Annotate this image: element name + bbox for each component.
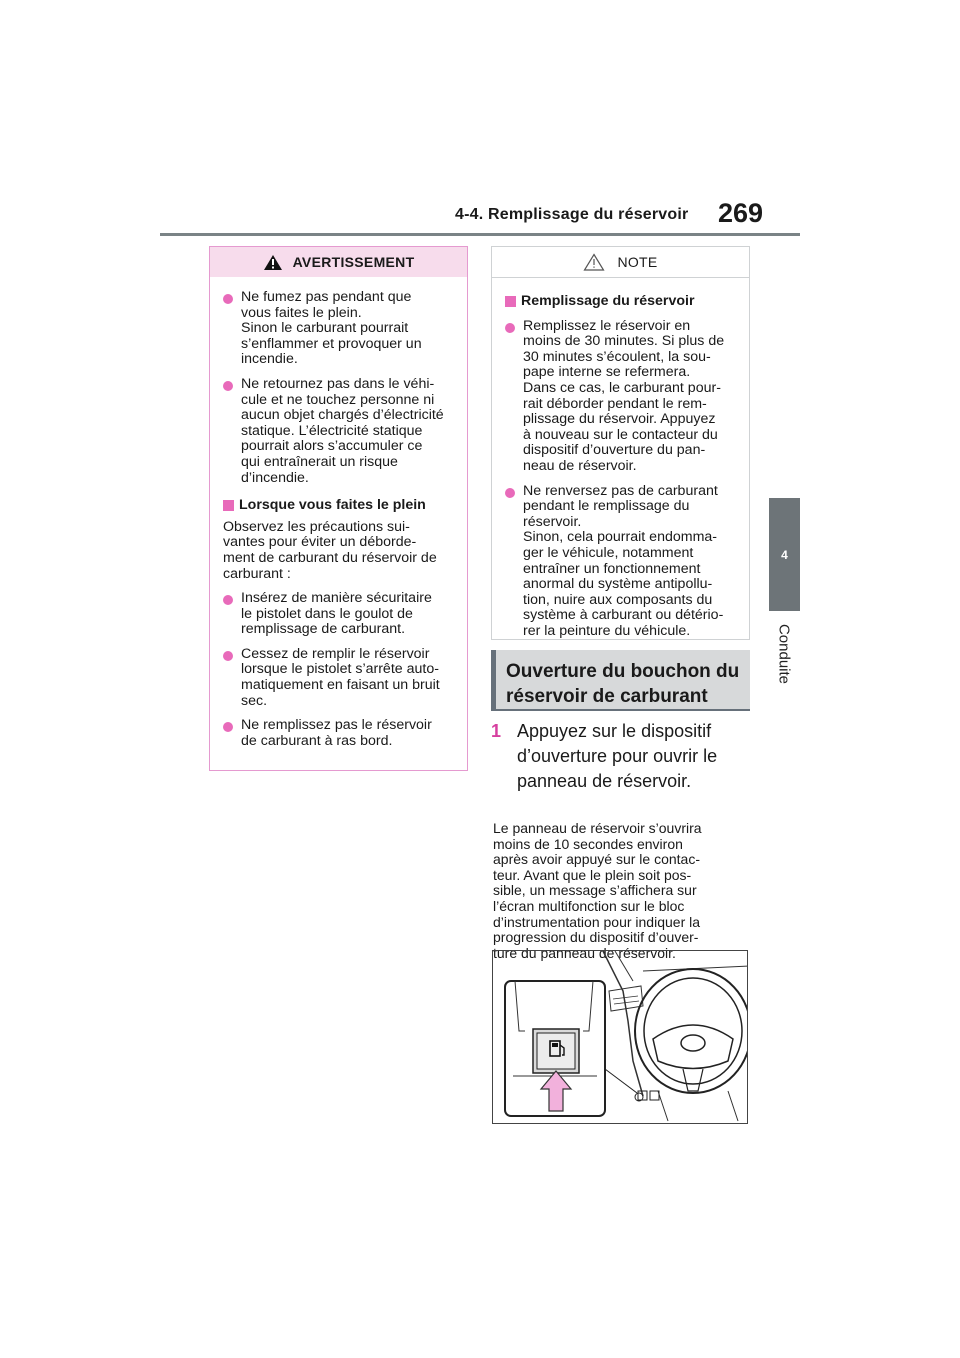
step-line: d’ouverture pour ouvrir le — [517, 746, 718, 766]
text-line: Cessez de remplir le réservoir — [241, 645, 430, 662]
square-bullet-icon — [223, 500, 234, 511]
step-line: panneau de réservoir. — [517, 771, 692, 791]
header-rule — [160, 233, 800, 236]
bullet-dot-icon — [223, 595, 233, 605]
text-line: pourrait alors s’accumuler ce — [241, 438, 423, 455]
text-line: Le panneau de réservoir s’ouvrira — [493, 820, 702, 836]
dashboard-illustration — [492, 950, 748, 1124]
text-line: ture du panneau de réservoir. — [493, 944, 676, 961]
text-line: Ne remplissez pas le réservoir — [241, 717, 432, 734]
text-line: qui entraînerait un risque — [241, 453, 398, 470]
text-line: lorsque le pistolet s’arrête auto- — [241, 661, 439, 678]
warning-paragraph — [223, 520, 459, 582]
text-line: entraîner un fonctionnement — [523, 560, 701, 577]
text-line: Ne retournez pas dans le véhi- — [241, 375, 435, 392]
dashboard-drawing — [493, 951, 748, 1124]
body-paragraph — [493, 821, 763, 961]
text-line: statique. L’électricité statique — [241, 422, 423, 439]
bullet-dot-icon — [505, 488, 515, 498]
note-header — [492, 247, 749, 278]
bullet-item — [223, 647, 459, 709]
text-line: Sinon, cela pourrait endomma- — [523, 529, 717, 546]
text-line: Sinon le carburant pourrait — [241, 320, 409, 337]
subheading — [223, 498, 459, 514]
text-line: le pistolet dans le goulot de — [241, 605, 413, 622]
section-heading-line: Ouverture du bouchon du — [506, 661, 740, 682]
chapter-number: 4 — [781, 547, 788, 562]
text-line: réservoir. — [523, 513, 582, 530]
warning-box — [209, 246, 468, 771]
text-line: moins de 30 minutes. Si plus de — [523, 333, 725, 350]
bullet-item — [223, 718, 459, 749]
text-line: 30 minutes s’écoulent, la sou- — [523, 348, 711, 365]
bullet-item — [223, 377, 459, 486]
text-line: rait déborder pendant le rem- — [523, 395, 707, 412]
text-line: aucun objet chargés d’électricité — [241, 407, 444, 424]
text-line: d’instrumentation pour indiquer la — [493, 913, 701, 930]
text-line: cule et ne touchez personne ni — [241, 391, 435, 408]
caution-triangle-icon — [583, 253, 605, 271]
warning-title: AVERTISSEMENT — [292, 254, 415, 270]
text-line: Dans ce cas, le carburant pour- — [523, 379, 721, 396]
text-line: s’enflammer et provoquer un — [241, 335, 422, 352]
step-line: Appuyez sur le dispositif — [517, 721, 712, 741]
warning-triangle-icon — [263, 254, 283, 271]
bullet-dot-icon — [223, 294, 233, 304]
text-line: moins de 10 secondes environ — [493, 835, 683, 852]
text-line: de carburant à ras bord. — [241, 732, 393, 749]
text-line: carburant : — [223, 565, 291, 582]
chapter-label — [764, 618, 804, 690]
text-line: anormal du système antipollu- — [523, 576, 713, 593]
step-1 — [491, 719, 771, 794]
chapter-label-text: Conduite — [775, 623, 793, 685]
subheading-text: Lorsque vous faites le plein — [239, 497, 426, 514]
note-title: NOTE — [617, 254, 658, 270]
text-line: vantes pour éviter un déborde- — [223, 534, 417, 551]
text-line: ment de carburant du réservoir de — [223, 549, 437, 566]
text-line: système à carburant ou détério- — [523, 607, 724, 624]
text-line: Insérez de manière sécuritaire — [241, 590, 432, 607]
text-line: sec. — [241, 692, 268, 709]
bullet-item — [223, 290, 459, 368]
text-line: pendant le remplissage du — [523, 498, 690, 515]
text-line: neau de réservoir. — [523, 457, 637, 474]
bullet-dot-icon — [223, 381, 233, 391]
text-line: teur. Avant que le plein soit pos- — [493, 866, 692, 883]
text-line: Observez les précautions sui- — [223, 518, 410, 535]
bullet-item — [223, 591, 459, 638]
text-line: progression du dispositif d’ouver- — [493, 929, 699, 946]
subheading — [505, 294, 741, 310]
bullet-dot-icon — [505, 323, 515, 333]
text-line: matiquement en faisant un bruit — [241, 677, 440, 694]
text-line: remplissage de carburant. — [241, 621, 406, 638]
warning-header — [210, 247, 467, 277]
note-box — [491, 246, 750, 640]
text-line: ger le véhicule, notamment — [523, 544, 694, 561]
text-line: Ne fumez pas pendant que — [241, 289, 412, 305]
text-line: sible, un message s’affichera sur — [493, 882, 697, 899]
bullet-item — [505, 484, 741, 640]
warning-content — [210, 277, 467, 749]
text-line: tion, nuire aux composants du — [523, 591, 713, 608]
note-content — [492, 278, 749, 639]
text-line: à nouveau sur le contacteur du — [523, 426, 718, 443]
chapter-tab — [769, 498, 800, 611]
text-line: d’incendie. — [241, 469, 309, 486]
bullet-dot-icon — [223, 722, 233, 732]
page-number: 269 — [718, 198, 764, 228]
section-heading-line: réservoir de carburant — [506, 686, 708, 707]
square-bullet-icon — [505, 296, 516, 307]
section-title: 4-4. Remplissage du réservoir — [455, 206, 689, 223]
text-line: dispositif d’ouverture du pan- — [523, 442, 706, 459]
text-line: l’écran multifonction sur le bloc — [493, 897, 685, 914]
text-line: après avoir appuyé sur le contac- — [493, 851, 700, 868]
bullet-dot-icon — [223, 651, 233, 661]
text-line: vous faites le plein. — [241, 304, 362, 321]
text-line: Ne renversez pas de carburant — [523, 482, 718, 499]
subheading-text: Remplissage du réservoir — [521, 293, 695, 309]
text-line: pape interne se refermera. — [523, 364, 691, 381]
bullet-item — [505, 319, 741, 475]
section-heading — [491, 650, 750, 711]
text-line: rer la peinture du véhicule. — [523, 622, 691, 639]
text-line: plissage du réservoir. Appuyez — [523, 411, 716, 428]
text-line: Remplissez le réservoir en — [523, 317, 691, 334]
text-line: incendie. — [241, 351, 298, 368]
step-number: 1 — [491, 721, 502, 741]
